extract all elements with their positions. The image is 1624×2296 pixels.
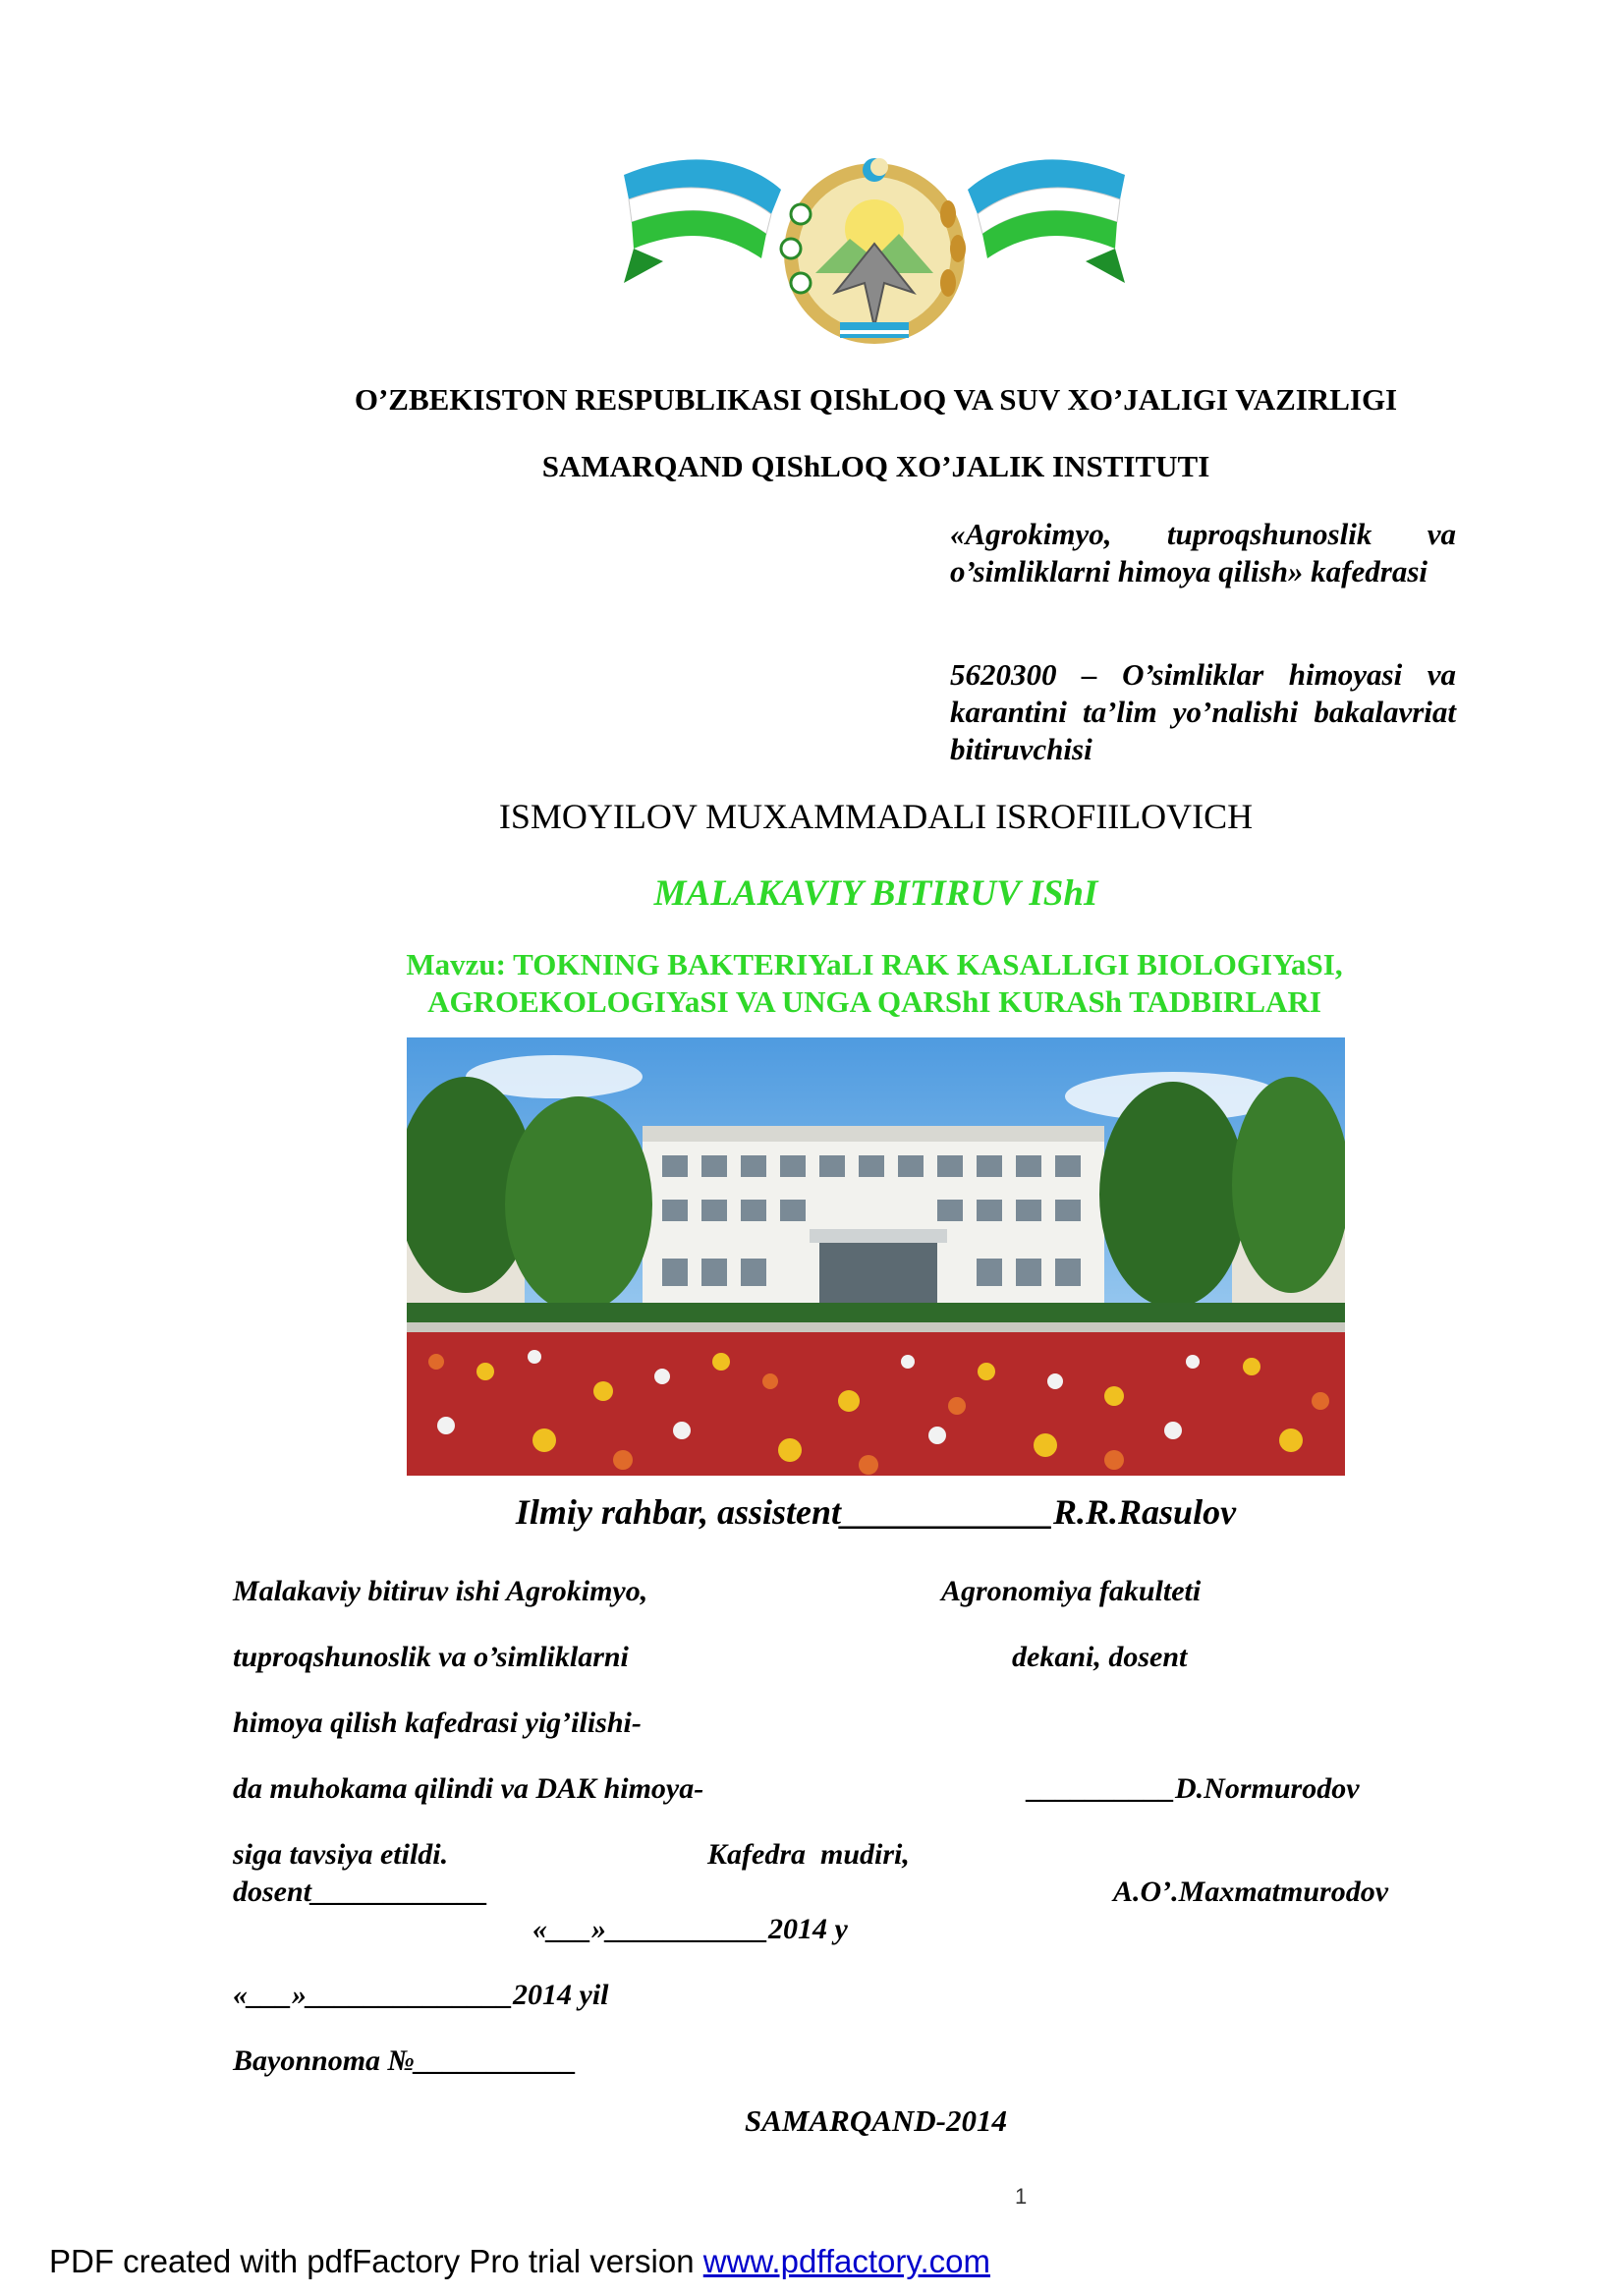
work-title: MALAKAVIY BITIRUV IShI bbox=[653, 873, 1098, 914]
kafedra-head-name: A.O’.Maxmatmurodov bbox=[1113, 1876, 1389, 1908]
student-name: ISMOYILOV MUXAMMADALI ISROFIILOVICH bbox=[498, 797, 1254, 836]
pdf-footer bbox=[49, 2243, 990, 2280]
footer-link[interactable]: www.pdffactory.com bbox=[702, 2243, 990, 2279]
approval-line-5: siga tavsiya etildi. bbox=[233, 1838, 449, 1871]
institute-heading: SAMARQAND QIShLOQ XO’JALIK INSTITUTI bbox=[541, 449, 1210, 483]
dean-title: dekani, dosent bbox=[1012, 1641, 1188, 1673]
protocol-number: Bayonnoma №___________ bbox=[233, 2044, 577, 2077]
approval-line-4: da muhokama qilindi va DAK himoya- bbox=[233, 1772, 704, 1805]
approval-line-6: dosent____________ bbox=[233, 1876, 489, 1908]
topic-line-2: AGROEKOLOGIYaSI VA UNGA QARShI KURASh TADBIRLARI bbox=[427, 984, 1321, 1019]
ministry-heading: O’ZBEKISTON RESPUBLIKASI QIShLOQ VA SUV XO’JALIGI VAZIRLIGI bbox=[354, 382, 1398, 417]
state-emblem bbox=[624, 145, 1125, 352]
speciality-text: 5620300 – O’simliklar himoyasi va karantini ta’lim yo’nalishi bakalavriat bitiruvchisi bbox=[950, 657, 1456, 766]
kafedra-head-date: «___»___________2014 y bbox=[532, 1913, 848, 1945]
page-number: 1 bbox=[1015, 2184, 1028, 2209]
city-year: SAMARQAND-2014 bbox=[745, 2103, 1007, 2138]
supervisor-line: Ilmiy rahbar, assistent____________R.R.Rasulov bbox=[515, 1492, 1237, 1532]
approval-line-3: himoya qilish kafedrasi yig’ilishi- bbox=[233, 1707, 642, 1739]
dean-faculty: Agronomiya fakulteti bbox=[941, 1575, 1202, 1607]
topic-heading bbox=[295, 946, 1454, 1021]
kafedra-head-title: Kafedra mudiri, bbox=[707, 1838, 910, 1871]
institute-building-photo bbox=[407, 1037, 1345, 1476]
footer-text: PDF created with pdfFactory Pro trial version bbox=[49, 2243, 703, 2279]
dean-signature: __________D.Normurodov bbox=[1028, 1772, 1360, 1805]
meeting-date: «___»______________2014 yil bbox=[233, 1979, 609, 2011]
approval-line-2: tuproqshunoslik va o’simliklarni bbox=[233, 1641, 629, 1673]
department-name: «Agrokimyo, tuproqshunoslik va o’simliklarni himoya qilish» kafedrasi bbox=[950, 517, 1456, 588]
approval-line-1: Malakaviy bitiruv ishi Agrokimyo, bbox=[233, 1575, 648, 1607]
topic-line-1: Mavzu: TOKNING BAKTERIYaLI RAK KASALLIGI BIOLOGIYaSI, bbox=[406, 947, 1343, 981]
